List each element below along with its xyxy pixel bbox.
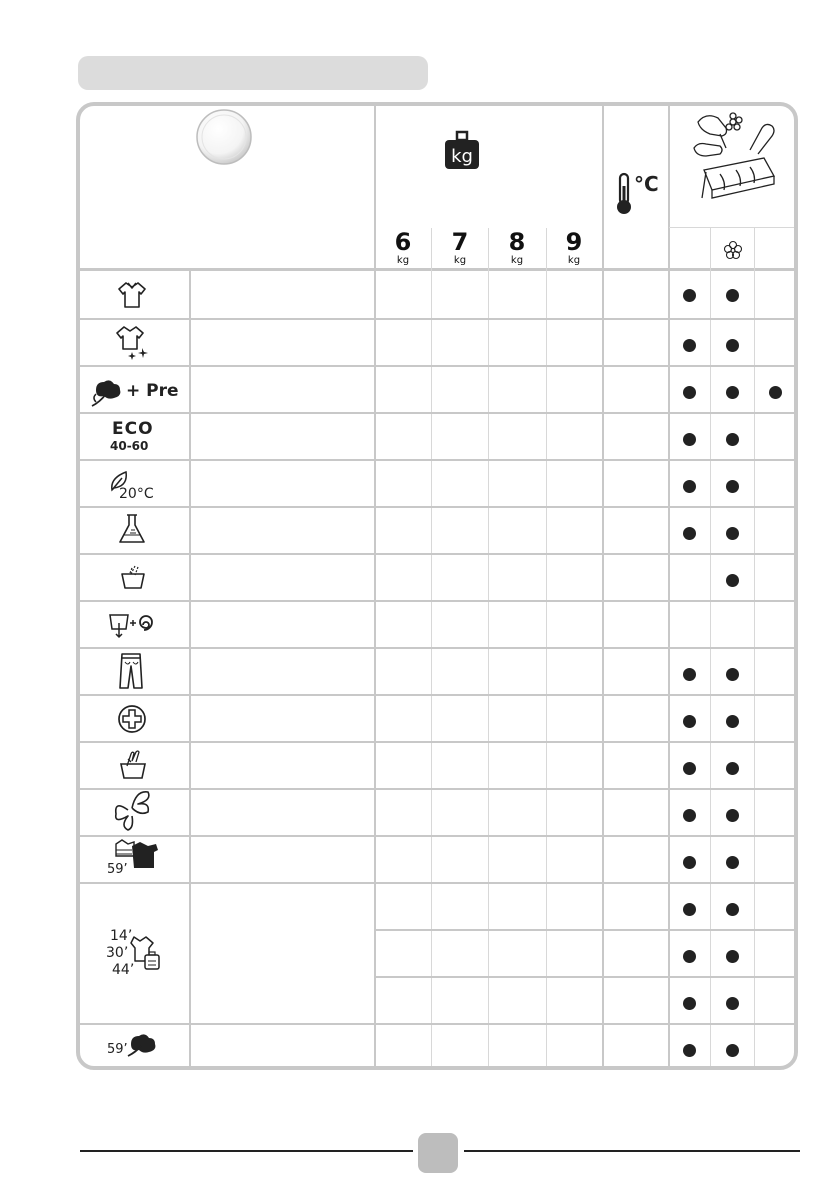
- detergent-dot: [726, 997, 739, 1010]
- cotton-prewash-icon: [90, 378, 124, 412]
- load-8-value: 8: [508, 228, 526, 256]
- softener-flower-icon: [723, 240, 743, 264]
- detergent-dot: [726, 950, 739, 963]
- eco-range-label: 40-60: [110, 439, 149, 453]
- drain-spin-icon: [108, 609, 154, 645]
- rinse-icon: [120, 564, 146, 594]
- cotton-59-label: 59’: [107, 1042, 128, 1057]
- program-table: [76, 102, 798, 1070]
- detergent-dot: [683, 715, 696, 728]
- eco-label: ECO: [112, 419, 154, 439]
- row-divider: [80, 882, 794, 884]
- row-divider: [80, 647, 794, 649]
- detergent-dot: [683, 762, 696, 775]
- load-7-unit: kg: [453, 255, 467, 266]
- detergent-dot: [726, 574, 739, 587]
- detergent-dot: [683, 1044, 696, 1057]
- column-divider: [668, 106, 670, 1066]
- detergent-dot: [683, 950, 696, 963]
- program-selector-knob-icon: [195, 108, 253, 170]
- detergent-dot: [683, 480, 696, 493]
- cotton-59-icon: [127, 1032, 159, 1064]
- detergent-dot: [683, 289, 696, 302]
- detergent-dot: [683, 903, 696, 916]
- footer-rule-left: [80, 1150, 413, 1152]
- detergent-dot: [726, 903, 739, 916]
- rapid-14-label: 14’: [110, 928, 133, 944]
- detergent-dot: [769, 386, 782, 399]
- hand-wash-icon: [119, 750, 147, 784]
- page-number-box: [418, 1133, 458, 1173]
- row-divider: [80, 412, 794, 414]
- mix-59-label: 59’: [107, 862, 128, 877]
- row-divider: [80, 318, 794, 320]
- jeans-icon: [118, 652, 144, 694]
- detergent-subheader-line: [669, 227, 794, 228]
- detergent-dot: [726, 809, 739, 822]
- column-divider: [602, 106, 604, 1066]
- rapid-icon: [128, 933, 164, 977]
- column-divider: [374, 106, 376, 1066]
- row-divider: [80, 600, 794, 602]
- detergent-dot: [683, 856, 696, 869]
- hygiene-cross-icon: [117, 704, 147, 738]
- rapid-30-label: 30’: [106, 945, 129, 961]
- header-divider: [80, 268, 794, 271]
- load-8-unit: kg: [510, 255, 524, 266]
- detergent-dot: [683, 339, 696, 352]
- detergent-dot: [683, 433, 696, 446]
- row-divider: [80, 741, 794, 743]
- rapid-44-label: 44’: [112, 962, 135, 978]
- thermometer-icon: [614, 172, 634, 220]
- detergent-dot: [726, 527, 739, 540]
- flask-icon: [118, 513, 146, 549]
- detergent-drawer-icon: [690, 110, 786, 214]
- weight-unit-label: kg: [451, 146, 473, 167]
- row-divider: [80, 1023, 794, 1025]
- mixed-shirt-icon: [116, 324, 150, 364]
- load-9-unit: kg: [567, 255, 581, 266]
- detergent-dot: [726, 433, 739, 446]
- load-9-value: 9: [565, 228, 583, 256]
- detergent-dot: [726, 386, 739, 399]
- footer-rule-right: [464, 1150, 800, 1152]
- row-divider: [80, 506, 794, 508]
- detergent-dot: [726, 762, 739, 775]
- row-divider: [80, 459, 794, 461]
- detergent-dot: [683, 527, 696, 540]
- shirt-icon: [117, 280, 147, 314]
- row-divider: [375, 929, 794, 931]
- detergent-dot: [726, 1044, 739, 1057]
- row-divider: [80, 788, 794, 790]
- delicates-butterfly-icon: [108, 788, 154, 836]
- detergent-dot: [683, 809, 696, 822]
- row-divider: [80, 694, 794, 696]
- detergent-dot: [726, 715, 739, 728]
- load-6-unit: kg: [396, 255, 410, 266]
- row-divider: [80, 365, 794, 367]
- detergent-dot: [726, 480, 739, 493]
- weight-icon: [444, 130, 480, 174]
- prewash-label: + Pre: [126, 381, 179, 401]
- detergent-dot: [683, 386, 696, 399]
- leaf-20-label: 20°C: [119, 486, 154, 502]
- detergent-dot: [726, 856, 739, 869]
- detergent-dot: [726, 339, 739, 352]
- row-divider: [80, 835, 794, 837]
- detergent-dot: [726, 289, 739, 302]
- detergent-dot: [726, 668, 739, 681]
- row-divider: [375, 976, 794, 978]
- icon-column-divider: [189, 271, 191, 1066]
- temperature-unit-label: °C: [634, 172, 659, 196]
- detergent-dot: [683, 668, 696, 681]
- detergent-dot: [683, 997, 696, 1010]
- row-divider: [80, 553, 794, 555]
- load-6-value: 6: [394, 228, 412, 256]
- load-7-value: 7: [451, 228, 469, 256]
- section-title-bar: [78, 56, 428, 90]
